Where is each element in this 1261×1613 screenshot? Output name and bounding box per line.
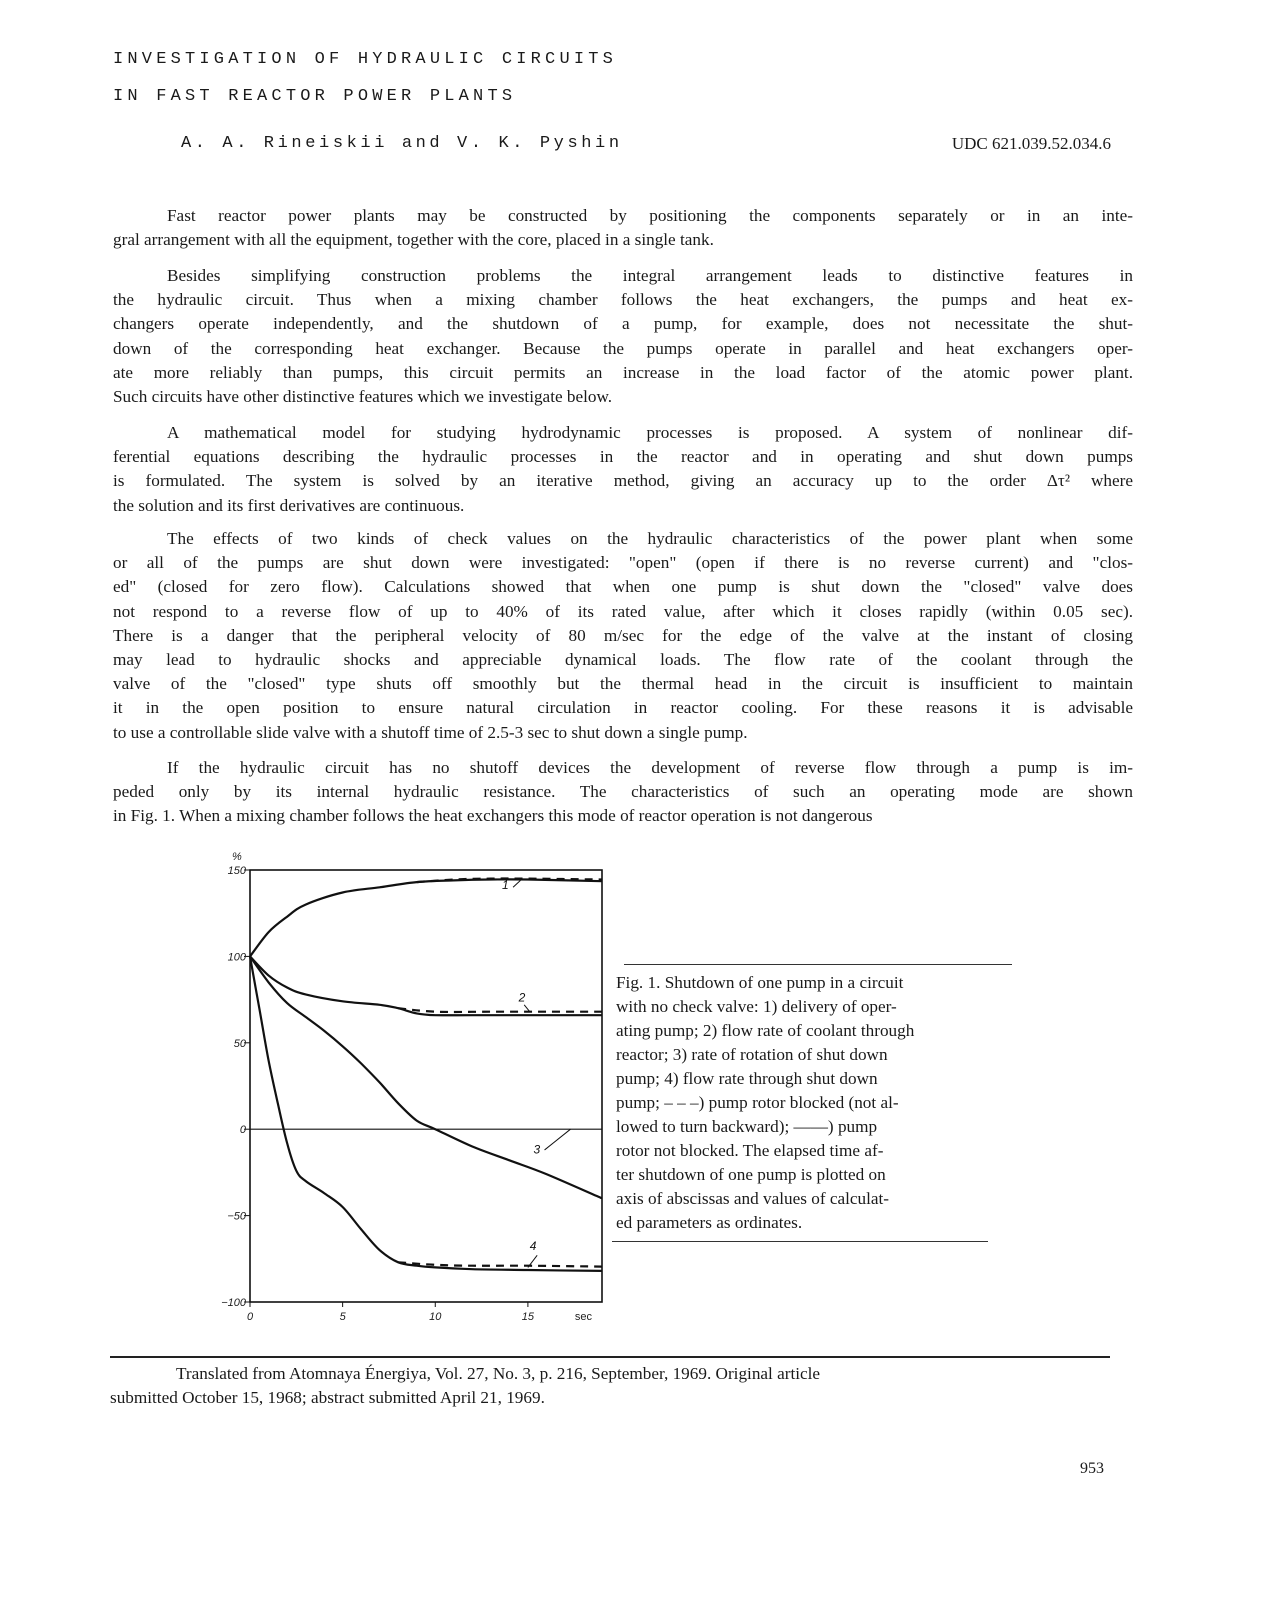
caption-line: ating pump; 2) flow rate of coolant through — [616, 1021, 915, 1040]
paragraph-line: to use a controllable slide valve with a shutoff time of 2.5-3 sec to shut down a single pump. — [113, 722, 748, 742]
curve-1-solid — [250, 879, 602, 956]
paragraph-5 — [113, 756, 1133, 829]
caption-line: with no check valve: 1) delivery of oper- — [616, 997, 897, 1016]
caption-top-rule — [624, 964, 1012, 965]
curve-2-dashed — [398, 1008, 602, 1012]
article-title-line-2: IN FAST REACTOR POWER PLANTS — [113, 87, 517, 106]
plot-frame — [250, 870, 602, 1302]
x-tick-label: 10 — [429, 1311, 442, 1323]
y-tick-label: −50 — [227, 1210, 246, 1223]
x-tick-label: 5 — [339, 1311, 346, 1323]
paragraph-line: peded only by its internal hydraulic resistance. The characteristics of such an operating mode are shown — [113, 782, 1133, 802]
paragraph-line: the hydraulic circuit. Thus when a mixing chamber follows the heat exchangers, the pumps and heat ex- — [113, 290, 1133, 310]
x-tick-label: 0 — [246, 1311, 254, 1323]
paragraph-2 — [113, 264, 1133, 409]
footnote-line: Translated from Atomnaya Énergiya, Vol. 27, No. 3, p. 216, September, 1969. Original article — [176, 1364, 821, 1383]
paragraph-line: it in the open position to ensure natural circulation in reactor cooling. For these reasons it is advisable — [113, 698, 1133, 718]
x-axis-unit: sec — [574, 1311, 593, 1323]
caption-line: rotor not blocked. The elapsed time af- — [616, 1141, 884, 1160]
paragraph-1 — [113, 204, 1133, 252]
paragraph-line: The effects of two kinds of check values on the hydraulic characteristics of the power plant when some — [167, 529, 1133, 548]
curve-label-2: 2 — [518, 990, 526, 1005]
paragraph-line: Besides simplifying construction problems the integral arrangement leads to distinctive features in — [167, 266, 1133, 285]
caption-bottom-rule — [612, 1241, 988, 1242]
paragraph-line: the solution and its first derivatives are continuous. — [113, 495, 465, 515]
paragraph-line: If the hydraulic circuit has no shutoff devices the development of reverse flow through a pump is im- — [167, 758, 1133, 777]
paragraph-3 — [113, 421, 1133, 518]
y-tick-label: −100 — [221, 1297, 246, 1309]
caption-line: ed parameters as ordinates. — [616, 1213, 803, 1232]
paragraph-line: ed" (closed for zero flow). Calculations showed that when one pump is shut down the "closed" valve does — [113, 577, 1133, 597]
caption-line: Fig. 1. Shutdown of one pump in a circuit — [616, 973, 904, 992]
paragraph-line: A mathematical model for studying hydrodynamic processes is proposed. A system of nonlinear dif- — [167, 423, 1133, 442]
udc-code: UDC 621.039.52.034.6 — [951, 134, 1111, 153]
footnote-line: submitted October 15, 1968; abstract submitted April 21, 1969. — [110, 1388, 545, 1407]
paragraph-line: changers operate independently, and the shutdown of a pump, for example, does not necessitate the shut- — [113, 314, 1133, 334]
caption-line: pump; 4) flow rate through shut down — [616, 1069, 878, 1088]
caption-line: ter shutdown of one pump is plotted on — [616, 1165, 886, 1184]
y-tick-label: 0 — [239, 1124, 246, 1137]
caption-line: reactor; 3) rate of rotation of shut down — [616, 1045, 888, 1064]
paragraph-line: down of the corresponding heat exchanger. Because the pumps operate in parallel and heat exchangers oper- — [113, 338, 1133, 358]
figure-1-chart — [210, 842, 610, 1332]
paragraph-line: ate more reliably than pumps, this circuit permits an increase in the load factor of the atomic power plant. — [113, 362, 1133, 382]
curve-label-4: 4 — [529, 1239, 537, 1254]
paragraph-line: gral arrangement with all the equipment, together with the core, placed in a single tank. — [113, 230, 714, 250]
paragraph-line: is formulated. The system is solved by an iterative method, giving an accuracy up to the order Δτ² where — [113, 471, 1133, 491]
caption-line: lowed to turn backward); ——) pump — [616, 1117, 878, 1136]
paragraph-4 — [113, 527, 1133, 745]
authors: A. A. Rineiskii and V. K. Pyshin — [181, 134, 623, 153]
y-tick-label: 50 — [233, 1037, 246, 1050]
paragraph-line: valve of the "closed" type shuts off smoothly but the thermal head in the circuit is insufficient to maintain — [113, 674, 1133, 694]
curve-label-1: 1 — [501, 878, 509, 893]
paragraph-line: may lead to hydraulic shocks and appreciable dynamical loads. The flow rate of the coolant through the — [113, 650, 1133, 670]
paragraph-line: Fast reactor power plants may be constructed by positioning the components separately or in an inte- — [167, 206, 1133, 225]
curve-label-leader — [513, 880, 520, 887]
article-title-line-1: INVESTIGATION OF HYDRAULIC CIRCUITS — [113, 50, 618, 69]
footnote-rule — [110, 1356, 1110, 1358]
curve-2-solid — [250, 956, 602, 1015]
paragraph-line: or all of the pumps are shut down were investigated: "open" (open if there is no reverse current) and "clos- — [113, 553, 1133, 573]
curve-4-solid — [250, 956, 602, 1271]
y-tick-label: 100 — [227, 951, 246, 964]
footnote — [110, 1362, 1110, 1410]
figure-caption — [612, 964, 1012, 1242]
paragraph-line: ferential equations describing the hydraulic processes in the reactor and in operating and shut down pumps — [113, 447, 1133, 467]
paragraph-line: in Fig. 1. When a mixing chamber follows the heat exchangers this mode of reactor operation is not dangerous — [113, 806, 873, 826]
paragraph-line: Such circuits have other distinctive features which we investigate below. — [113, 387, 613, 407]
y-tick-label: 150 — [227, 865, 246, 877]
caption-line: axis of abscissas and values of calculat- — [616, 1189, 889, 1208]
paragraph-line: not respond to a reverse flow of up to 40% of its rated value, after which it closes rapidly (within 0.05 sec). — [113, 601, 1133, 621]
caption-line: pump; – – –) pump rotor blocked (not al- — [616, 1093, 899, 1112]
figure-1 — [210, 842, 610, 1332]
page-number: 953 — [1080, 1460, 1104, 1477]
x-tick-label: 15 — [521, 1311, 535, 1323]
y-axis-unit: % — [232, 851, 242, 863]
curve-label-leader — [545, 1129, 571, 1150]
curve-label-leader — [528, 1255, 537, 1267]
paragraph-line: There is a danger that the peripheral velocity of 80 m/sec for the edge of the valve at the instant of closing — [113, 625, 1133, 645]
curve-label-3: 3 — [533, 1142, 541, 1157]
caption-text — [616, 971, 1012, 1235]
